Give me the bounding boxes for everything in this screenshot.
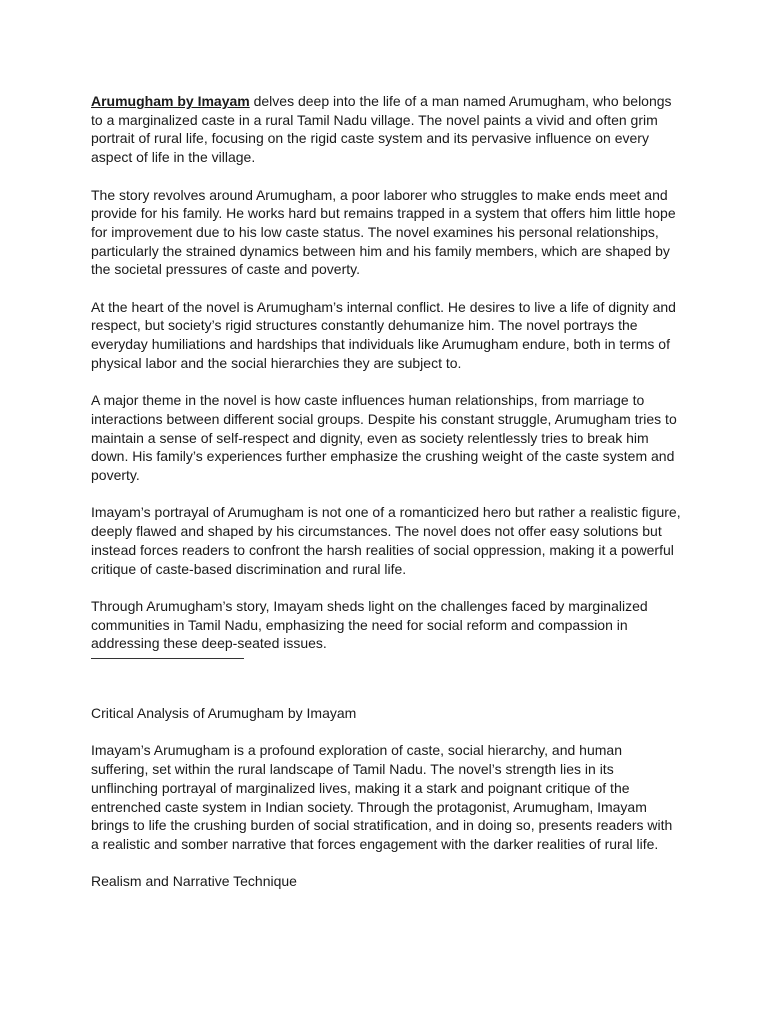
- paragraph-theme: A major theme in the novel is how caste influences human relationships, from marriage to interactions between different social groups. Despite his constant struggle, Arumugham tries to maintain a sense of self-respect and dignity, even as society relentlessly tries to break him down. His family’s experiences further emphasize the crushing weight of the caste system and poverty.: [91, 392, 677, 484]
- intro-paragraph: [91, 92, 681, 167]
- paragraph-story: The story revolves around Arumugham, a poor laborer who struggles to make ends meet and provide for his family. He works hard but remains trapped in a system that offers him little hope for improvement due to his low caste status. The novel examines his personal relationships, particularly the strained dynamics between him and his family members, which are shaped by the societal pressures of caste and poverty.: [91, 186, 676, 278]
- title-link[interactable]: Arumugham by Imayam: [91, 93, 250, 109]
- paragraph-conflict: At the heart of the novel is Arumugham’s internal conflict. He desires to live a life of dignity and respect, but society’s rigid structures constantly dehumanize him. The novel portrays the everyday humiliations and hardships that individuals like Arumugham endure, both in terms of physical labor and the social hierarchies they are subject to.: [91, 298, 676, 371]
- subheading: Realism and Narrative Technique: [91, 873, 297, 890]
- analysis-paragraph: Imayam’s Arumugham is a profound exploration of caste, social hierarchy, and human suffering, set within the rural landscape of Tamil Nadu. The novel’s strength lies in its unflinching portrayal of marginalized lives, making it a stark and poignant critique of the entrenched caste system in Indian society. Through the protagonist, Arumugham, Imayam brings to life the crushing burden of social stratification, and in doing so, presents readers with a realistic and somber narrative that forces engagement with the darker realities of rural life.: [91, 742, 673, 852]
- intro-text: delves deep into the life of a man named Arumugham, who belongs to a marginalized caste in a rural Tamil Nadu village. The novel paints a vivid and often grim portrait of rural life, focusing on the rigid caste system and its pervasive influence on every aspect of life in the village.: [91, 93, 672, 166]
- document-body: [91, 92, 681, 910]
- paragraph-portrayal: Imayam’s portrayal of Arumugham is not one of a romanticized hero but rather a realistic figure, deeply flawed and shaped by his circumstances. The novel does not offer easy solutions but instead forces readers to confront the harsh realities of social oppression, making it a powerful critique of caste-based discrimination and rural life.: [91, 504, 681, 577]
- section-divider: [91, 658, 244, 659]
- section-heading: Critical Analysis of Arumugham by Imayam: [91, 705, 357, 722]
- paragraph-conclusion: Through Arumugham’s story, Imayam sheds light on the challenges faced by marginalized communities in Tamil Nadu, emphasizing the need for social reform and compassion in addressing these deep-seated issues.: [91, 597, 648, 652]
